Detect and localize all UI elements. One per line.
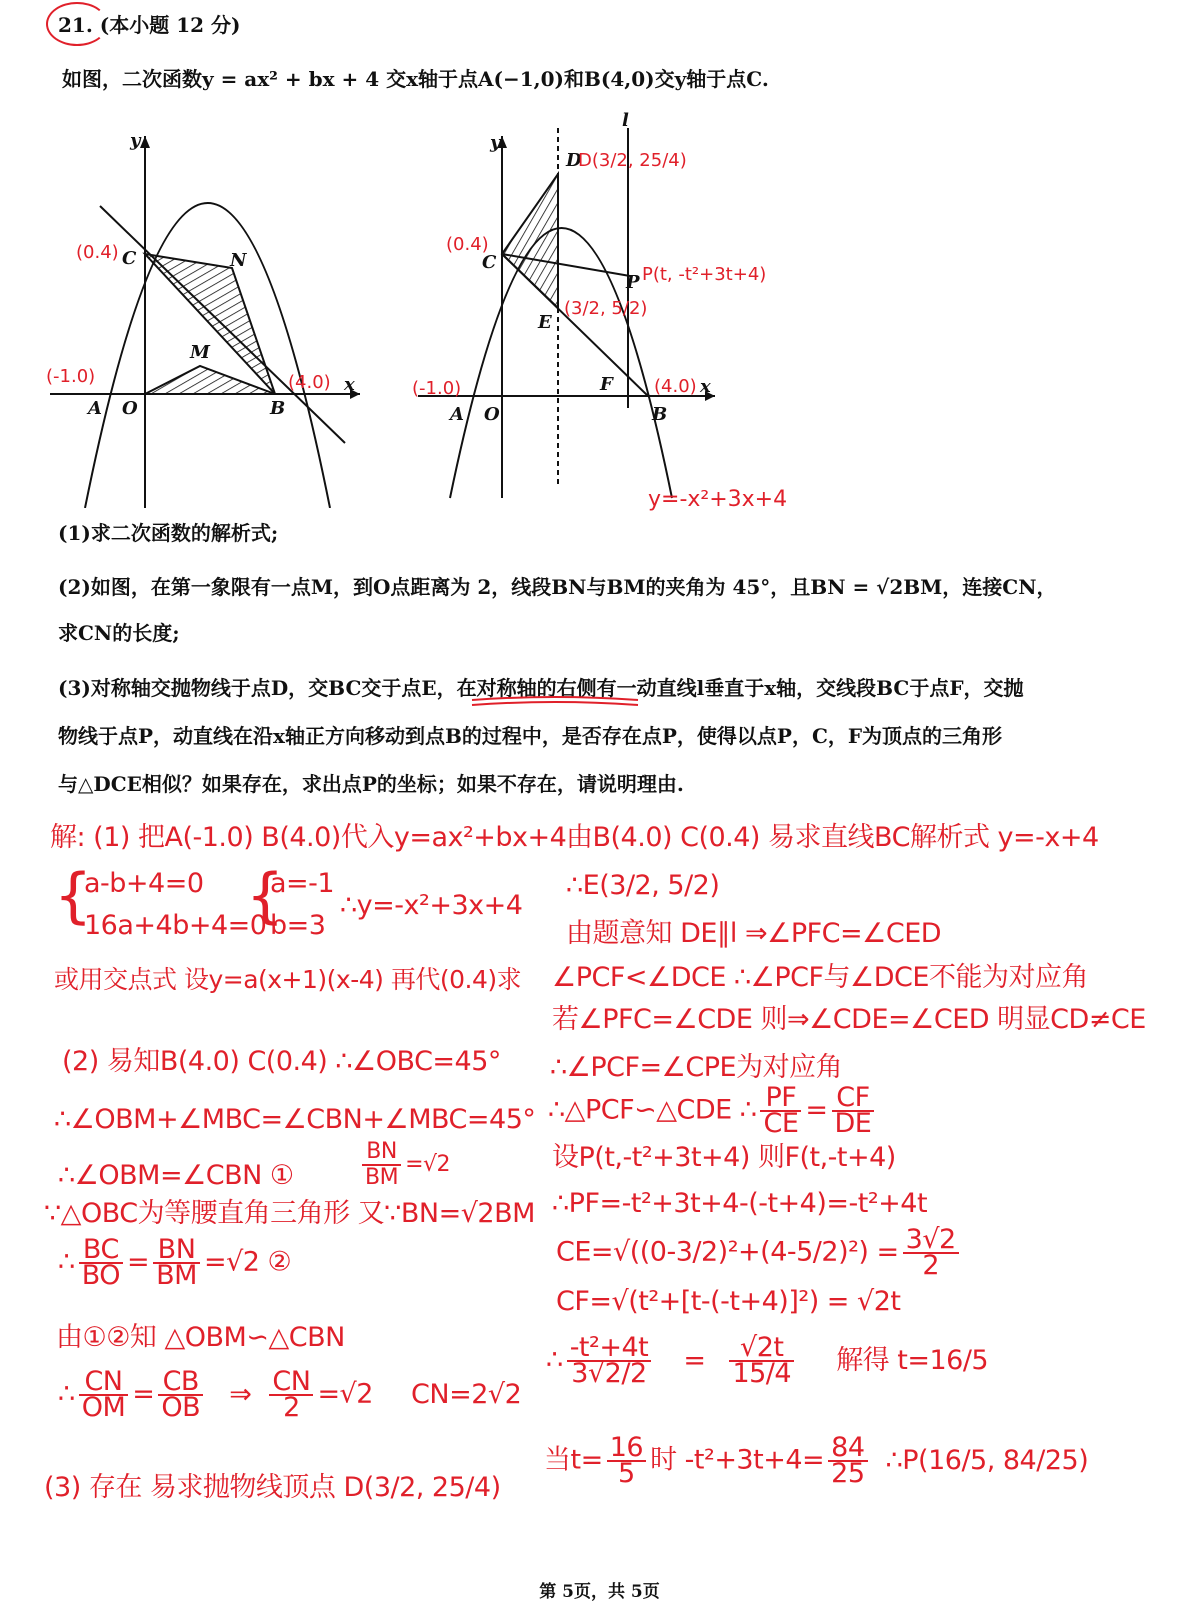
ans-right-7: ∴△PCF∽△CDE ∴ $\frac{PF}{CE}$ = $\frac{CF}{DE}$ bbox=[548, 1086, 878, 1136]
underline-mark bbox=[470, 694, 640, 708]
ans-left-3: 或用交点式 设y=a(x+1)(x-4) 再代(0.4)求 bbox=[54, 965, 522, 994]
ans-right-9: ∴PF=-t²+3t+4-(-t+4)=-t²+4t bbox=[552, 1188, 928, 1219]
ans-left-5: ∴∠OBM+∠MBC=∠CBN+∠MBC=45° bbox=[54, 1104, 536, 1135]
question-2-line-1: (2)如图，在第一象限有一点M，到O点距离为 2，线段BN与BM的夹角为 45°，且BN = √2BM，连接CN， bbox=[58, 575, 1057, 599]
ans-left-10: ∴ $\frac{CN}{OM}$ = $\frac{CB}{OB}$ ⇒ $\frac{CN}{2}$ =√2 CN=2√2 bbox=[58, 1366, 522, 1423]
label-a: A bbox=[450, 404, 464, 425]
ans-right-10: CE=√((0-3/2)²+(4-5/2)²) = $\frac{3√2}{2}$ bbox=[556, 1228, 963, 1278]
ans-left-9: 由①②知 △OBM∽△CBN bbox=[56, 1322, 345, 1353]
note-a: (-1.0) bbox=[412, 378, 462, 399]
ans-left-6a: ∴∠OBM=∠CBN ① bbox=[58, 1160, 294, 1191]
ans-right-3: 由题意知 DE∥l ⇒∠PFC=∠CED bbox=[566, 918, 942, 949]
question-2-line-2: 求CN的长度; bbox=[58, 621, 180, 645]
ans-left-4: (2) 易知B(4.0) C(0.4) ∴∠OBC=45° bbox=[62, 1046, 501, 1077]
label-d: D bbox=[566, 150, 582, 171]
note-c: (0.4) bbox=[446, 234, 489, 255]
ans-right-11: CF=√(t²+[t-(-t+4)]²) = √2t bbox=[556, 1286, 901, 1317]
question-points: (本小题 12 分) bbox=[99, 13, 241, 37]
page-footer: 第 5页，共 5页 bbox=[539, 1582, 660, 1602]
label-m: M bbox=[190, 342, 210, 363]
ans-left-2b: 16a+4b+4=0 bbox=[84, 910, 267, 941]
ans-right-12: ∴ $\frac{\text{-t²+4t}}{3√2/2}$ = $\frac{√2t}{15/4}$ 解得 t=16/5 bbox=[546, 1332, 989, 1389]
label-b: B bbox=[652, 404, 668, 425]
label-p: P bbox=[626, 272, 640, 293]
label-o: O bbox=[122, 398, 138, 419]
label-c: C bbox=[122, 248, 137, 269]
label-l: l bbox=[622, 110, 629, 131]
label-e: E bbox=[538, 312, 552, 333]
ans-right-13: 当t= $\frac{16}{5}$ 时 -t²+3t+4= $\frac{84}{25}$ ∴P(16/5, 84/25) bbox=[544, 1432, 1089, 1489]
triangle-dce bbox=[502, 174, 558, 308]
question-3-line-2: 物线于点P，动直线在沿x轴正方向移动到点B的过程中，是否存在点P，使得以点P，C，F为顶点的三角形 bbox=[58, 724, 1003, 748]
figure-2 bbox=[410, 108, 830, 518]
ans-left-11: (3) 存在 易求抛物线顶点 D(3/2, 25/4) bbox=[44, 1472, 501, 1503]
ans-left-2c: a=-1 bbox=[270, 868, 335, 899]
ans-left-2e: ∴y=-x²+3x+4 bbox=[340, 890, 523, 921]
question-header bbox=[58, 12, 240, 38]
question-1: (1)求二次函数的解析式; bbox=[58, 521, 279, 545]
question-number: 21. bbox=[58, 13, 93, 37]
label-n: N bbox=[230, 250, 247, 271]
ans-left-6b: $\frac{BN}{BM}$ =√2 bbox=[358, 1140, 450, 1190]
note-b: (4.0) bbox=[288, 372, 331, 393]
ans-left-2a: a-b+4=0 bbox=[84, 868, 204, 899]
note-p: P(t, -t²+3t+4) bbox=[642, 264, 767, 285]
ans-right-5: 若∠PFC=∠CDE 则⇒∠CDE=∠CED 明显CD≠CE bbox=[552, 1004, 1146, 1035]
ans-left-8: ∴ $\frac{BC}{BO}$ = $\frac{BN}{BM}$ =√2 ② bbox=[58, 1234, 292, 1291]
ans-right-4: ∠PCF<∠DCE ∴∠PCF与∠DCE不能为对应角 bbox=[552, 962, 1088, 993]
note-equation: y=-x²+3x+4 bbox=[648, 487, 788, 512]
y-arrow bbox=[140, 136, 150, 148]
label-y: y bbox=[130, 130, 141, 151]
note-c: (0.4) bbox=[76, 242, 119, 263]
brace-2: { bbox=[246, 861, 284, 931]
note-a: (-1.0) bbox=[46, 366, 96, 387]
figure-1 bbox=[40, 118, 370, 508]
label-b: B bbox=[270, 398, 286, 419]
label-a: A bbox=[88, 398, 102, 419]
ans-right-1: 由B(4.0) C(0.4) 易求直线BC解析式 y=-x+4 bbox=[566, 822, 1099, 853]
brace-1: { bbox=[54, 861, 92, 931]
question-3-line-3: 与△DCE相似？如果存在，求出点P的坐标；如果不存在，请说明理由. bbox=[58, 772, 684, 796]
ans-left-1: 解: (1) 把A(-1.0) B(4.0)代入y=ax²+bx+4 bbox=[50, 822, 567, 853]
ans-left-7: ∵△OBC为等腰直角三角形 又∵BN=√2BM bbox=[44, 1198, 535, 1229]
note-e: (3/2, 5/2) bbox=[564, 298, 648, 319]
note-d: D(3/2, 25/4) bbox=[578, 150, 687, 171]
note-b: (4.0) bbox=[654, 376, 697, 397]
label-y: y bbox=[490, 132, 501, 153]
label-c: C bbox=[482, 252, 497, 273]
question-3-line-1: (3)对称轴交抛物线于点D，交BC交于点E，在对称轴的右侧有一动直线l垂直于x轴，交线段BC于点F，交抛 bbox=[58, 676, 1024, 700]
label-o: O bbox=[484, 404, 500, 425]
label-x: x bbox=[344, 374, 355, 395]
label-x: x bbox=[700, 376, 711, 397]
ans-right-2: ∴E(3/2, 5/2) bbox=[566, 870, 720, 901]
ans-left-2d: b=3 bbox=[270, 910, 326, 941]
ans-right-6: ∴∠PCF=∠CPE为对应角 bbox=[550, 1052, 843, 1083]
ans-right-8: 设P(t,-t²+3t+4) 则F(t,-t+4) bbox=[552, 1142, 896, 1173]
label-f: F bbox=[600, 374, 613, 395]
problem-intro: 如图，二次函数y = ax² + bx + 4 交x轴于点A(−1,0)和B(4,0)交y轴于点C. bbox=[62, 67, 769, 91]
